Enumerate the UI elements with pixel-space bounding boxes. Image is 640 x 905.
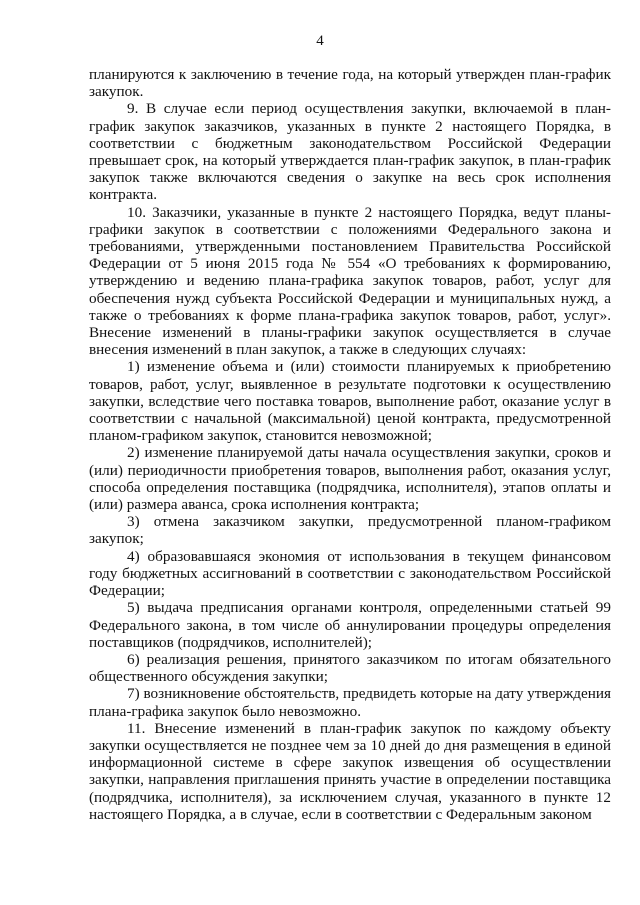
paragraph-item-11: 11. Внесение изменений в план-график закупок по каждому объекту закупки осуществляется не позднее чем за 10 дней до дня размещения в единой информационной системе в сфере закупок извещения об осуществлении закупки, направления приглашения принять участие в определении поставщика (подрядчика, исполнителя), за исключением случая, указанного в пункте 12 настоящего Порядка, а в случае, если в соответствии с Федеральным законом [89, 719, 611, 823]
document-body [89, 66, 611, 823]
paragraph-item-9: 9. В случае если период осуществления закупки, включаемой в план-график закупок заказчиков, указанных в пункте 2 настоящего Порядка, в соответствии с бюджетным законодательством Российской Федерации превышает срок, на который утверждается план-график закупок, в план-график закупок также включаются сведения о закупке на весь срок исполнения контракта. [89, 100, 611, 204]
subitem-7: 7) возникновение обстоятельств, предвидеть которые на дату утверждения плана-графика закупок было невозможно. [89, 685, 611, 720]
subitem-5: 5) выдача предписания органами контроля, определенными статьей 99 Федерального закона, в том числе об аннулировании процедуры определения поставщиков (подрядчиков, исполнителей); [89, 599, 611, 651]
subitem-4: 4) образовавшаяся экономия от использования в текущем финансовом году бюджетных ассигнований в соответствии с законодательством Российской Федерации; [89, 547, 611, 600]
subitem-2: 2) изменение планируемой даты начала осуществления закупки, сроков и (или) периодичности приобретения товаров, выполнения работ, оказания услуг, способа определения поставщика (подрядчика, исполнителя), этапов оплаты и (или) размера аванса, срока исполнения контракта; [89, 444, 611, 514]
subitem-3: 3) отмена заказчиком закупки, предусмотренной планом-графиком закупок; [89, 513, 611, 548]
page-number: 4 [316, 33, 324, 49]
subitem-1: 1) изменение объема и (или) стоимости планируемых к приобретению товаров, работ, услуг, выявленное в результате подготовки к осуществлению закупки, вследствие чего поставка товаров, выполнение работ, оказание услуг в соответствии с начальной (максимальной) ценой контракта, предусмотренной планом-графиком закупок, становится невозможной; [89, 358, 611, 445]
subitem-6: 6) реализация решения, принятого заказчиком по итогам обязательного общественного обсуждения закупки; [89, 650, 611, 686]
paragraph-continuation: планируются к заключению в течение года, на который утвержден план-график закупок. [89, 66, 611, 101]
paragraph-item-10: 10. Заказчики, указанные в пункте 2 настоящего Порядка, ведут планы-графики закупок в соответствии с положениями Федерального закона и требованиями, утвержденными постановлением Правительства Российской Федерации от 5 июня 2015 года № 554 «О требованиях к формированию, утверждению и ведению плана-графика закупок товаров, работ, услуг для обеспечения нужд субъекта Российской Федерации и муниципальных нужд, а также о требованиях к форме плана-графика закупок товаров, работ, услуг». Внесение изменений в планы-графики закупок осуществляется в случае внесения изменений в план закупок, а также в следующих случаях: [89, 203, 611, 359]
